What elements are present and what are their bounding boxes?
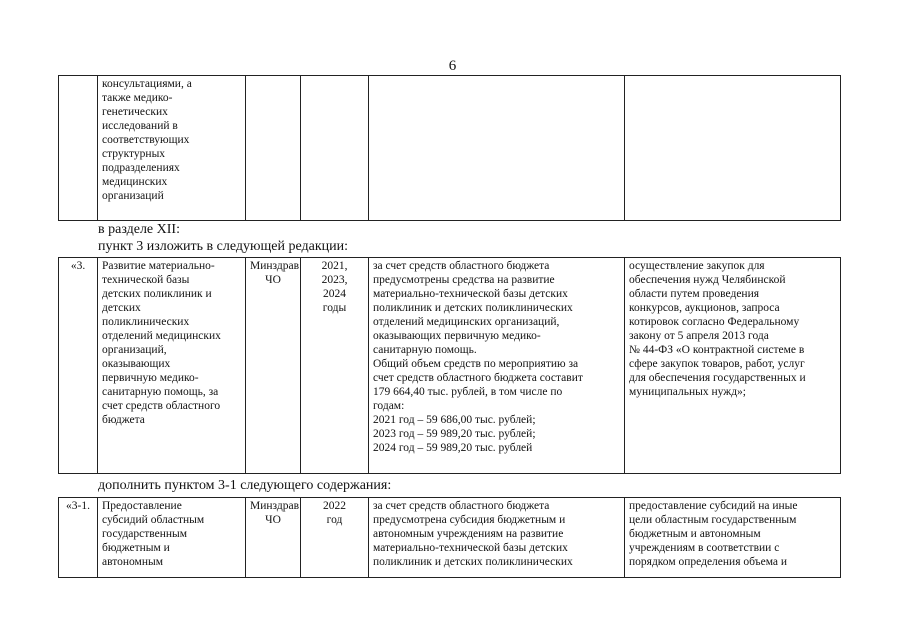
cell-name <box>98 76 246 221</box>
text-line: осуществление закупок для <box>629 260 765 272</box>
text-line: поликлинических <box>102 316 190 328</box>
text-line: 2024 год – 59 989,20 тыс. рублей <box>373 442 533 454</box>
text-line: генетических <box>102 106 168 118</box>
text-line: детских поликлиник и <box>102 288 212 300</box>
text-line: медицинских <box>102 176 168 188</box>
text-line: ЧО <box>265 274 281 286</box>
cell-executor <box>246 258 301 474</box>
text-line: первичную медико- <box>102 372 199 384</box>
cell-number <box>59 76 98 221</box>
section-note: в разделе XII: <box>98 222 180 237</box>
table-row <box>59 258 841 474</box>
text-line: также медико- <box>102 92 173 104</box>
text-line: Развитие материально- <box>102 260 215 272</box>
table-continuation <box>58 75 841 221</box>
text-line: подразделениях <box>102 162 180 174</box>
text-line: счет средств областного <box>102 400 221 412</box>
text-line: оказывающих первичную медико- <box>373 330 541 342</box>
text-line: обеспечения нужд Челябинской <box>629 274 786 286</box>
text-line: конкурсов, аукционов, запроса <box>629 302 780 314</box>
cell-executor <box>246 76 301 221</box>
text-line: учреждениям в соответствии с <box>629 542 780 554</box>
text-line: сфере закупок товаров, работ, услуг <box>629 358 805 370</box>
table-row <box>59 76 841 221</box>
text-line: годы <box>322 302 347 314</box>
text-line: муниципальных нужд»; <box>629 386 746 398</box>
text-line: структурных <box>102 148 166 160</box>
point-note: пункт 3 изложить в следующей редакции: <box>98 239 348 254</box>
text-line: цели областным государственным <box>629 514 797 526</box>
cell-number: «3. <box>59 258 98 474</box>
cell-years <box>301 76 369 221</box>
table-point-3-1 <box>58 497 841 578</box>
text-line: исследований в <box>102 120 178 132</box>
cell-number: «3-1. <box>59 498 98 578</box>
table-row <box>59 498 841 578</box>
text-line: предусмотрена субсидия бюджетным и <box>373 514 566 526</box>
text-line: 2021 год – 59 686,00 тыс. рублей; <box>373 414 536 426</box>
cell-name <box>98 258 246 474</box>
text-line: 2023, <box>321 274 348 286</box>
text-line: консультациями, а <box>102 78 192 90</box>
cell-funding <box>369 76 625 221</box>
text-line: оказывающих <box>102 358 171 370</box>
text-line: год <box>326 514 343 526</box>
text-line: технической базы <box>102 274 190 286</box>
text-line: 2021, <box>321 260 348 272</box>
text-line: поликлиник и детских поликлинических <box>373 556 573 568</box>
page-number: 6 <box>448 58 457 74</box>
cell-executor <box>246 498 301 578</box>
cell-mechanism <box>625 498 841 578</box>
cell-mechanism <box>625 76 841 221</box>
table-point-3 <box>58 257 841 474</box>
text-line: автономным учреждениям на развитие <box>373 528 564 540</box>
text-line: Минздрав <box>250 500 300 512</box>
text-line: за счет средств областного бюджета <box>373 500 550 512</box>
text-line: материально-технической базы детских <box>373 542 568 554</box>
text-line: бюджетным и <box>102 542 170 554</box>
text-line: порядком определения объема и <box>629 556 788 568</box>
text-line: счет средств областного бюджета составит <box>373 372 583 384</box>
text-line: соответствующих <box>102 134 190 146</box>
text-line: предоставление субсидий на иные <box>629 500 798 512</box>
text-line: Минздрав <box>250 260 300 272</box>
text-line: организаций, <box>102 344 167 356</box>
cell-funding <box>369 498 625 578</box>
text-line: отделений медицинских организаций, <box>373 316 560 328</box>
cell-mechanism <box>625 258 841 474</box>
cell-name <box>98 498 246 578</box>
text-line: 2024 <box>323 288 346 300</box>
text-line: 2022 <box>323 500 346 512</box>
text-line: закону от 5 апреля 2013 года <box>629 330 769 342</box>
text-line: для обеспечения государственных и <box>629 372 806 384</box>
text-line: ЧО <box>265 514 281 526</box>
text-line: за счет средств областного бюджета <box>373 260 550 272</box>
text-line: области путем проведения <box>629 288 760 300</box>
text-line: бюджета <box>102 414 145 426</box>
text-line: годам: <box>373 400 405 412</box>
text-line: бюджетным и автономным <box>629 528 761 540</box>
text-line: государственным <box>102 528 188 540</box>
text-line: котировок согласно Федеральному <box>629 316 800 328</box>
text-line: организаций <box>102 190 164 202</box>
add-point-note: дополнить пунктом 3-1 следующего содержания: <box>98 478 392 493</box>
cell-funding <box>369 258 625 474</box>
text-line: отделений медицинских <box>102 330 221 342</box>
text-line: Предоставление <box>102 500 182 512</box>
text-line: автономным <box>102 556 163 568</box>
text-line: субсидий областным <box>102 514 205 526</box>
text-line: санитарную помощь, за <box>102 386 219 398</box>
cell-years <box>301 498 369 578</box>
text-line: № 44-ФЗ «О контрактной системе в <box>629 344 805 356</box>
text-line: поликлиник и детских поликлинических <box>373 302 573 314</box>
text-line: 2023 год – 59 989,20 тыс. рублей; <box>373 428 536 440</box>
text-line: предусмотрены средства на развитие <box>373 274 555 286</box>
text-line: санитарную помощь. <box>373 344 477 356</box>
text-line: Общий объем средств по мероприятию за <box>373 358 579 370</box>
text-line: материально-технической базы детских <box>373 288 568 300</box>
text-line: 179 664,40 тыс. рублей, в том числе по <box>373 386 563 398</box>
cell-years <box>301 258 369 474</box>
text-line: детских <box>102 302 141 314</box>
